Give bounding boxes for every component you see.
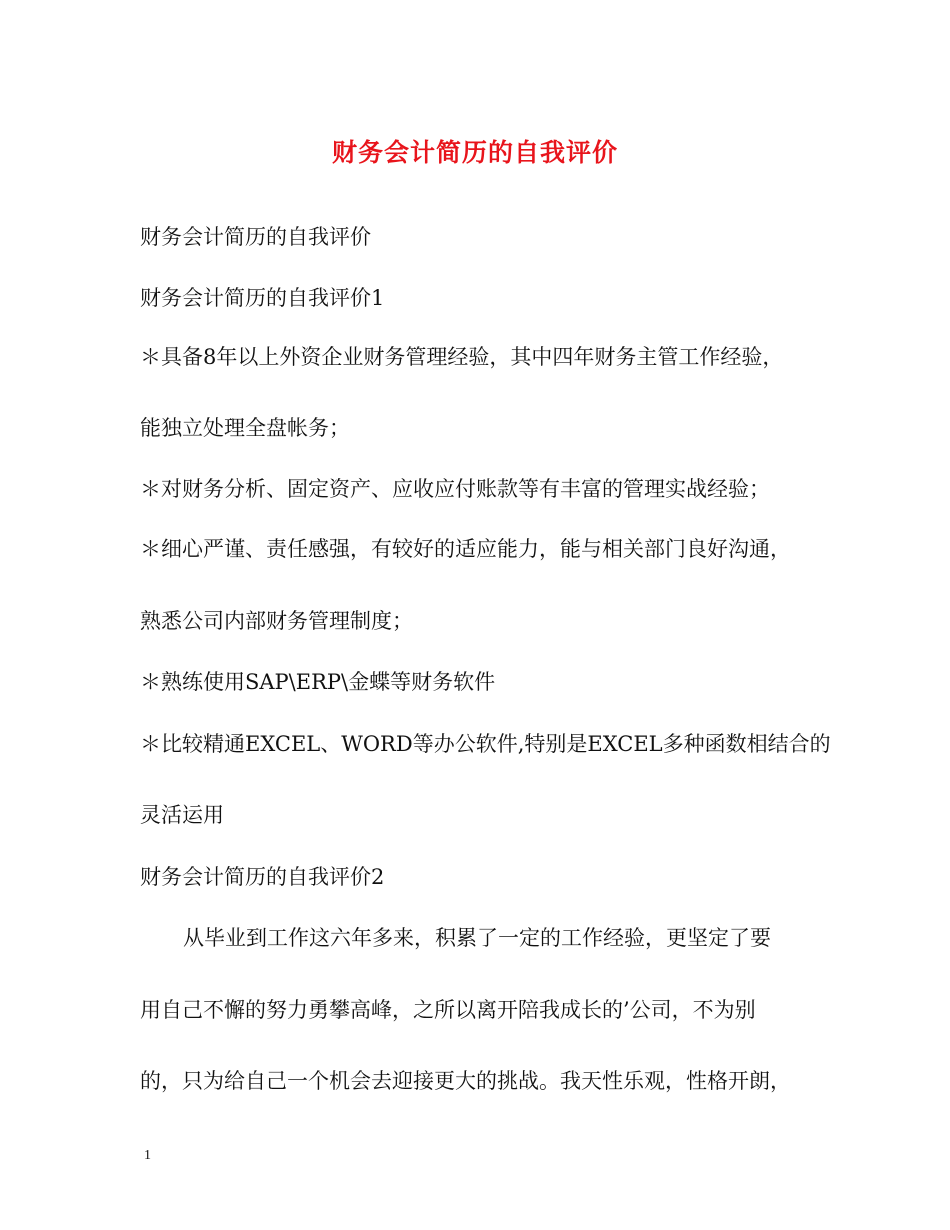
page-number: 1 — [144, 1148, 151, 1163]
paragraph-line: 从毕业到工作这六年多来，积累了一定的工作经验，更坚定了要 — [183, 926, 771, 950]
document-title: 财务会计简历的自我评价 — [331, 138, 618, 167]
paragraph-line: 的，只为给自己一个机会去迎接更大的挑战。我天性乐观，性格开朗， — [140, 1069, 791, 1093]
bullet-line: ＊细心严谨、责任感强，有较好的适应能力，能与相关部门良好沟通， — [140, 537, 791, 561]
subsection-heading-1: 财务会计简历的自我评价1 — [140, 286, 385, 310]
paragraph-line: 用自己不懈的努力勇攀高峰，之所以离开陪我成长的’公司，不为别 — [140, 998, 756, 1022]
bullet-line: ＊熟练使用SAP\ERP\金蝶等财务软件 — [140, 670, 496, 694]
bullet-line: ＊比较精通EXCEL、WORD等办公软件,特别是EXCEL多种函数相结合的 — [140, 732, 831, 756]
body-line: 灵活运用 — [140, 803, 224, 827]
body-line: 熟悉公司内部财务管理制度； — [140, 609, 413, 633]
body-line: 能独立处理全盘帐务； — [140, 416, 350, 440]
subsection-heading-2: 财务会计简历的自我评价2 — [140, 865, 385, 889]
bullet-line: ＊具备8年以上外资企业财务管理经验，其中四年财务主管工作经验， — [140, 345, 784, 369]
bullet-line: ＊对财务分析、固定资产、应收应付账款等有丰富的管理实战经验； — [140, 477, 770, 501]
section-heading: 财务会计简历的自我评价 — [140, 225, 371, 249]
